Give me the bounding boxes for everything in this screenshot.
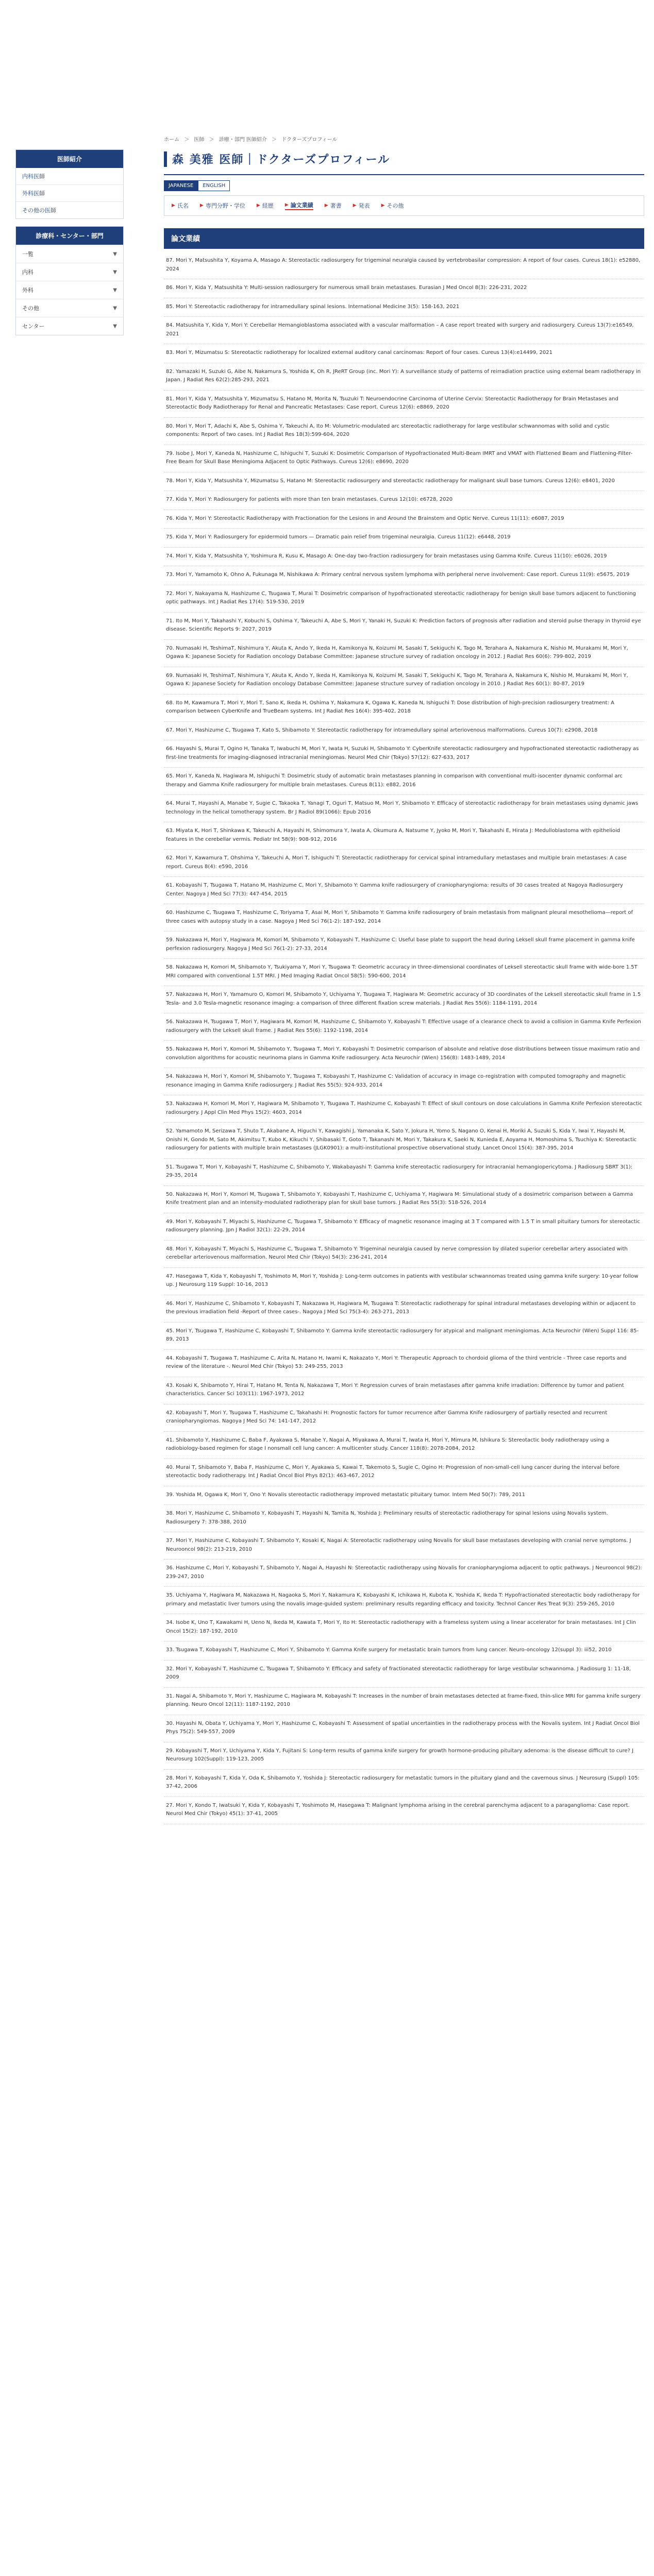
publication-item: 66. Hayashi S, Murai T, Ogino H, Tanaka T, Iwabuchi M, Mori Y, Iwata H, Suzuki H, Shibamoto Y: CyberKnife stereotactic radiosurgery and hypofractionated stereotactic radiotherapy as first-line treatments for imaging-diagnosed intracranial meningiomas. Neurol Med Chir (Tokyo) 57(12): 627-633, 2017 [164,743,644,768]
publication-item: 73. Mori Y, Yamamoto K, Ohno A, Fukunaga M, Nishikawa A: Primary central nervous system lymphoma with peripheral nerve involvement: Case report. Cureus 11(9): e5675, 2019 [164,569,644,585]
publication-item: 42. Kobayashi T, Mori Y, Tsugawa T, Hashizume C, Takahashi H: Prognostic factors for tumor recurrence after Gamma Knife radiosurgery of partially resected and recurrent craniopharyngiomas. Nagoya J Med Sci 74: 141-147, 2012 [164,1408,644,1432]
publication-item: 84. Matsushita Y, Kida Y, Mori Y: Cerebellar Hemangioblastoma associated with a vascular malformation – A case report treated with surgery and radiosurgery. Cureus 13(7):e16549, 2021 [164,320,644,344]
tab-label: その他 [387,202,404,209]
publication-item: 75. Kida Y, Mori Y: Radiosurgery for epidermoid tumors — Dramatic pain relief from trigeminal neuralgia. Cureus 11(12): e6448, 2019 [164,532,644,548]
tab-name[interactable] [172,201,189,210]
publication-item: 28. Mori Y, Kobayashi T, Kida Y, Oda K, Shibamoto Y, Yoshida J: Stereotactic radiosurgery for metastatic tumors in the pituitary gland and the cavernous sinus. J Neurosurg (Suppl) 105: 37-42, 2006 [164,1773,644,1797]
tab-label: 著書 [330,202,342,209]
sidebar-select-internal[interactable] [16,263,123,281]
publication-item: 85. Mori Y: Stereotactic radiotherapy for intramedullary spinal lesions. International Medicine 3(5): 158-163, 2021 [164,301,644,317]
tab-books[interactable] [325,201,342,210]
select-label: 一覧 [22,251,33,258]
sidebar-heading: 医師紹介 [16,150,123,168]
page-title: 森 美雅 医師｜ドクターズプロフィール [172,153,391,166]
sidebar-doctor-block [15,149,124,219]
publication-item: 74. Mori Y, Kida Y, Matsushita Y, Yoshimura R, Kusu K, Masago A: One-day two-fraction radiosurgery for brain metastases using Gamma Knife. Cureus 11(10): e6026, 2019 [164,551,644,567]
breadcrumb-doctor[interactable]: 医師 [194,137,205,143]
publication-item: 35. Uchiyama Y, Hagiwara M, Nakazawa H, Nagaoka S, Mori Y, Nakamura K, Kobayashi K, Ichikawa H, Kubota K, Yoshida K, Ikeda T: Hypofractionated stereotactic body radiotherapy for primary and metastatic liver tumors using the novalis image-guided system: preliminary results regarding efficacy and toxicity. Technol Cancer Res Treat 9(3): 259-265, 2010 [164,1590,644,1614]
publication-item: 56. Nakazawa H, Tsugawa T, Mori Y, Hagiwara M, Komori M, Hashizume C, Shibamoto Y, Kobayashi T: Effective usage of a clearance check to avoid a collision in Gamma Knife Perfexion radiosurgery with the Leksell skull frame. J Radiat Res 55(6): 1192-1198, 2014 [164,1016,644,1041]
arrow-right-icon: ▶ [381,203,385,208]
sidebar-item-surgery[interactable]: 外科医師 [16,184,123,201]
publication-item: 62. Mori Y, Kawamura T, Ohshima Y, Takeuchi A, Mori T, Ishiguchi T: Stereotactic radiotherapy for cervical spinal intramedullary metastases and multiple brain metastases: A case report. Cureus 8(4): e590, 2016 [164,853,644,877]
publication-item: 79. Isobe J, Mori Y, Kaneda N, Hashizume C, Ishiguchi T, Suzuki K: Dosimetric Comparison of Hypofractionated Multi-Beam IMRT and VMAT with Flattened Beam and Flattening-Filter-Free Beam for Skull Base Meningioma Adjacent to Optic Pathways. Cureus 12(6): e8690, 2020 [164,448,644,472]
publication-list [164,255,644,1824]
breadcrumb-separator: ＞ [272,137,277,143]
publication-item: 48. Mori Y, Kobayashi T, Miyachi S, Hashizume C, Tsugawa T, Shibamoto Y: Trigeminal neuralgia caused by nerve compression by dilated superior cerebellar artery associated with cerebellar arteriovenous malformation. Neurol Med Chir (Tokyo) 54(3): 236-241, 2014 [164,1244,644,1268]
breadcrumb-separator: ＞ [184,137,190,143]
tab-label: 論文業績 [290,202,313,209]
publication-item: 65. Mori Y, Kaneda N, Hagiwara M, Ishiguchi T: Dosimetric study of automatic brain metastases planning in comparison with conventional multi-isocenter dynamic conformal arc therapy and Gamma Knife radiosurgery for multiple brain metastases. Cureus 8(11): e882, 2016 [164,771,644,795]
chevron-down-icon: ▼ [113,323,117,329]
publication-item: 77. Kida Y, Mori Y: Radiosurgery for patients with more than ten brain metastases. Cureus 12(10): e6728, 2020 [164,494,644,510]
tab-specialty[interactable] [200,201,245,210]
publication-item: 72. Mori Y, Nakayama N, Hashizume C, Tsugawa T, Murai T: Dosimetric comparison of hypofractionated stereotactic radiotherapy for benign skull base tumors adjacent to functioning optic pathways. Int J Radiat Res 17(4): 519-530, 2019 [164,588,644,613]
profile-tabs [164,195,644,216]
select-label: センター [22,323,45,330]
publication-item: 86. Mori Y, Kida Y, Matsushita Y: Multi-session radiosurgery for numerous small brain metastases. Eurasian J Med Oncol 8(3): 226-231, 2022 [164,282,644,298]
sidebar-heading: 診療科・センター・部門 [16,227,123,245]
publication-item: 61. Kobayashi T, Tsugawa T, Hatano M, Hashizume C, Mori Y, Shibamoto Y: Gamma knife radiosurgery of craniopharyngioma: results of 30 cases treated at Nagoya Radiosurgery Center. Nagoya J Med Sci 77(3): 447-454, 2015 [164,880,644,904]
publication-item: 59. Nakazawa H, Mori Y, Hagiwara M, Komori M, Shibamoto Y, Kobayashi T, Hashizume C: Useful base plate to support the head during Leksell skull frame placement in gamma knife perfexion radiosurgery. Nagoya J Med Sci 76(1-2): 27-33, 2014 [164,935,644,959]
publication-item: 82. Yamazaki H, Suzuki G, Aibe N, Nakamura S, Yoshida K, Oh R, JReRT Group (inc. Mori Y): A surveillance study of patterns of reirradiation practice using external beam radiotherapy in Japan. J Radiat Res 62(2):285-293, 2021 [164,366,644,391]
arrow-right-icon: ▶ [256,203,260,208]
publication-item: 58. Nakazawa H, Komori M, Shibamoto Y, Tsukiyama Y, Mori Y, Tsugawa T: Geometric accuracy in three-dimensional coordinates of Leksell stereotactic skull frame with wide-bore 1.5T MRI compared with conventional 1.5T MRI. J Med Imaging Radiat Oncol 58(5): 590-600, 2014 [164,962,644,986]
sidebar-select-other[interactable] [16,299,123,317]
breadcrumb-dept[interactable]: 診療・部門 医師紹介 [219,137,267,143]
publication-item: 76. Kida Y, Mori Y: Stereotactic Radiotherapy with Fractionation for the Lesions in and Around the Brainstem and Optic Nerve. Cureus 11(11): e6087, 2019 [164,513,644,529]
sidebar-item-internal[interactable]: 内科医師 [22,173,45,180]
language-switch [164,180,644,191]
publication-item: 43. Kosaki K, Shibamoto Y, Hirai T, Hatano M, Tenta N, Nakazawa T, Mori Y: Regression curves of brain metastases after gamma knife irradiation: Difference by tumor and patient characteristics. Cancer Sci 103(11): 1967-1973, 2012 [164,1380,644,1404]
publication-item: 71. Ito M, Mori Y, Takahashi Y, Kobuchi S, Oshima Y, Takeuchi A, Abe S, Mori Y, Yanaki H, Suzuki K: Prediction factors of prognosis after radiation and steroid pulse therapy in thyroid eye disease. Scientific Reports 9: 2027, 2019 [164,616,644,640]
publication-item: 29. Kobayashi T, Mori Y, Uchiyama Y, Kida Y, Fujitani S: Long-term results of gamma knife surgery for growth hormone-producing pituitary adenoma: is the disease difficult to cure? J Neurosurg 102(Suppl): 119-123, 2005 [164,1745,644,1770]
chevron-down-icon: ▼ [113,305,117,311]
section-heading-papers: 論文業績 [164,228,644,249]
publication-item: 69. Numasaki H, TeshimaT, Nishimura Y, Akuta K, Ando Y, Ikeda H, Kamikonya N, Koizumi M, Sasaki T, Sekiguchi K, Tago M, Terahara A, Nakamura K, Nishio M, Murakami M, Mori Y, Ogawa K: Japanese Society for Radiation oncology Database Committee: Japanese structure survey of radiation oncology in 2010. J Radiat Res 60(1): 80-87, 2019 [164,670,644,694]
publication-item: 68. Ito M, Kawamura T, Mori Y, Mori T, Sano K, Ikeda H, Oshima Y, Nakamura K, Ogawa K, Kaneda N, Ishiguchi T: Dose distribution of high-precision radiosurgery treatment: A comparison between CyberKnife and TrueBeam systems. Int J Radiat Res 16(4): 395-402, 2018 [164,698,644,722]
breadcrumb-home[interactable]: ホーム [164,137,179,143]
tab-other[interactable] [381,201,404,210]
tab-label: 経歴 [262,202,274,209]
publication-item: 41. Shibamoto Y, Hashizume C, Baba F, Ayakawa S, Manabe Y, Nagai A, Miyakawa A, Murai T, Iwata H, Mori Y, Mimura M, Ishikura S: Stereotactic body radiotherapy using a radiobiology-based regimen for stage I nonsmall cell lung cancer: A multicenter study. Cancer 118(8): 2078-2084, 2012 [164,1435,644,1459]
publication-item: 38. Mori Y, Hashizume C, Shibamoto Y, Kobayashi T, Hayashi N, Tamita N, Yoshida J: Preliminary results of stereotactic radiotherapy for spinal lesions using Novalis system. Radiosurgery 7: 378-388, 2010 [164,1508,644,1532]
title-divider [164,174,644,175]
publication-item: 40. Murai T, Shibamoto Y, Baba F, Hashizume C, Mori Y, Ayakawa S, Kawai T, Takemoto S, Sugie C, Ogino H: Progression of non-small-cell lung cancer during the interval before stereotactic body radiotherapy. Int J Radiat Oncol Biol Phys 82(1): 463-467, 2012 [164,1462,644,1486]
publication-item: 52. Yamamoto M, Serizawa T, Shuto T, Akabane A, Higuchi Y, Kawagishi J, Yamanaka K, Sato Y, Jokura H, Yomo S, Nagano O, Kenai H, Moriki A, Suzuki S, Kida Y, Iwai Y, Hayashi M, Onishi H, Gondo M, Sato M, Akimitsu T, Kubo K, Kikuchi Y, Shibasaki T, Goto T, Takanashi M, Mori Y, Takakura K, Saeki N, Kunieda E, Aoyama H, Momoshima S, Tsuchiya K: Stereotactic radiosurgery for patients with multiple brain metastases (JLGK0901): a multi-institutional prospective observational study. Lancet Oncol 15(4): 387-395, 2014 [164,1126,644,1159]
lang-japanese-button[interactable]: JAPANESE [164,180,198,191]
select-label: 外科 [22,287,33,294]
publication-item: 50. Nakazawa H, Mori Y, Komori M, Tsugawa T, Shibamoto Y, Kobayashi T, Hashizume C, Uchiyama Y, Hagiwara M: Simulational study of a dosimetric comparison between a Gamma Knife treatment plan and an intensity-modulated radiotherapy plan for skull base tumors. J Radiat Res 55(3): 518-526, 2014 [164,1189,644,1213]
select-label: その他 [22,305,39,312]
sidebar [15,149,124,343]
publication-item: 30. Hayashi N, Obata Y, Uchiyama Y, Mori Y, Hashizume C, Kobayashi T: Assessment of spatial uncertainties in the radiotherapy process with the Novalis system. Int J Radiat Oncol Biol Phys 75(2): 549-557, 2009 [164,1718,644,1742]
publication-item: 44. Kobayashi T, Tsugawa T, Hashizume C, Arita N, Hatano H, Iwami K, Nakazato Y, Mori Y: Therapeutic Approach to chordoid glioma of the third ventricle - Three case reports and review of the literature -. Neurol Med Chir (Tokyo) 53: 249-255, 2013 [164,1353,644,1377]
publication-item: 83. Mori Y, Mizumatsu S: Stereotactic radiotherapy for localized external auditory canal carcinomas: Report of four cases. Cureus 13(4):e14499, 2021 [164,347,644,363]
publication-item: 34. Isobe K, Uno T, Kawakami H, Ueno N, Ikeda M, Kawata T, Mori Y, Ito H: Stereotactic radiotherapy with a frameless system using a linear accelerator for brain metastases. Int J Clin Oncol 15(2): 187-192, 2010 [164,1617,644,1641]
publication-item: 46. Mori Y, Hashizume C, Shibamoto Y, Kobayashi T, Nakazawa H, Hagiwara M, Tsugawa T: Stereotactic radiotherapy for spinal intradural metastases developing within or adjacent to the previous irradiation field -Report of three cases-. Nagoya J Med Sci 75(3-4): 263-271, 2013 [164,1298,644,1323]
main-content [164,135,644,1827]
publication-item: 53. Nakazawa H, Komori M, Mori Y, Hagiwara M, Shibamoto Y, Tsugawa T, Hashizume C, Kobayashi T: Effect of skull contours on dose calculations in Gamma Knife Perfexion stereotactic radiosurgery. J Appl Clin Med Phys 15(2): 4603, 2014 [164,1098,644,1123]
publication-item: 45. Mori Y, Tsugawa T, Hashizume C, Kobayashi T, Shibamoto Y: Gamma knife stereotactic radiosurgery for atypical and malignant meningiomas. Acta Neurochir (Wien) Suppl 116: 85-89, 2013 [164,1326,644,1350]
tab-presentations[interactable] [353,201,370,210]
publication-item: 70. Numasaki H, TeshimaT, Nishimura Y, Akuta K, Ando Y, Ikeda H, Kamikonya N, Koizumi M, Sasaki T, Sekiguchi K, Tago M, Terahara A, Nakamura K, Nishio M, Murakami M, Mori Y, Ogawa K: Japanese Society for Radiation oncology Database Committee: Japanese structure survey of radiation oncology in 2012. J Radiat Res 60(6): 799-802, 2019 [164,643,644,667]
publication-item: 55. Nakazawa H, Mori Y, Komori M, Shibamoto Y, Tsugawa T, Mori Y, Kobayashi T: Dosimetric comparison of absolute and relative dose distributions between tissue maximum ratio and convolution algorithms for acoustic neurinoma plans in Gamma Knife radiosurgery. Acta Neurochir (Wien) 156(8): 1483-1489, 2014 [164,1044,644,1068]
arrow-right-icon: ▶ [284,202,289,208]
breadcrumb-current: ドクターズプロフィール [281,137,338,143]
publication-item: 47. Hasegawa T, Kida Y, Kobayashi T, Yoshimoto M, Mori Y, Yoshida J: Long-term outcomes in patients with vestibular schwannomas treated using gamma knife surgery: 10-year follow up. J Neurosurg 119 Suppl: 10-16, 2013 [164,1271,644,1295]
page-title-wrap [164,151,644,167]
arrow-right-icon: ▶ [172,203,175,208]
tab-papers[interactable] [285,201,313,210]
publication-item: 37. Mori Y, Hashizume C, Kobayashi T, Shibamoto Y, Kosaki K, Nagai A: Stereotactic radiotherapy using Novalis for skull base metastases developing with cranial nerve symptoms. J Neurooncol 98(2): 213-219, 2010 [164,1535,644,1560]
publication-item: 81. Mori Y, Kida Y, Matsushita Y, Mizumatsu S, Hatano M, Morita N, Tsuzuki T: Neuroendocrine Carcinoma of Uterine Cervix: Stereotactic Radiotherapy for Brain Metastases and Stereotactic Body Radiotherapy for Renal and Pancreatic Metastases: Case report. Cureus 12(6): e8869, 2020 [164,394,644,418]
arrow-right-icon: ▶ [199,203,204,208]
publication-item: 54. Nakazawa H, Mori Y, Komori M, Shibamoto Y, Tsugawa T, Kobayashi T, Hashizume C: Validation of accuracy in image co-registration with computed tomography and magnetic resonance imaging in Gamma Knife radiosurgery. J Radiat Res 55(5): 924-933, 2014 [164,1071,644,1095]
select-label: 内科 [22,269,33,276]
tab-label: 氏名 [177,202,189,209]
chevron-down-icon: ▼ [113,251,117,257]
publication-item: 60. Hashizume C, Tsugawa T, Hashizume C, Toriyama T, Asai M, Mori Y, Shibamoto Y: Gamma knife radiosurgery of brain metastasis from malignant pleural mesothelioma—report of three cases with autopsy study in a case. Nagoya J Med Sci 76(1-2): 187-192, 2014 [164,907,644,931]
chevron-down-icon: ▼ [113,269,117,275]
chevron-down-icon: ▼ [113,287,117,293]
breadcrumb [164,135,644,143]
publication-item: 31. Nagai A, Shibamoto Y, Mori Y, Hashizume C, Hagiwara M, Kobayashi T: Increases in the number of brain metastases detected at frame-fixed, thin-slice MRI for gamma knife surgery planning. Neuro Oncol 12(11): 1187-1192, 2010 [164,1691,644,1715]
publication-item: 57. Nakazawa H, Mori Y, Yamamuro O, Komori M, Shibamoto Y, Uchiyama Y, Tsugawa T, Hagiwara M: Geometric accuracy of 3D coordinates of the Leksell stereotactic skull frame in 1.5 Tesla- and 3.0 Tesla-magnetic resonance imaging: a comparison of three different fixation screw materials. J Radiat Res 55(6): 1184-1191, 2014 [164,989,644,1013]
tab-label: 専門分野・学位 [205,202,245,209]
publication-item: 39. Yoshida M, Ogawa K, Mori Y, Ono Y: Novalis stereotactic radiotherapy improved metastatic pituitary tumor. Intern Med 50(7): 789, 2011 [164,1489,644,1505]
publication-item: 27. Mori Y, Kondo T, Iwatsuki Y, Kida Y, Kobayashi T, Yoshimoto M, Hasegawa T: Malignant lymphoma arising in the cerebral parenchyma adjacent to a paraganglioma: Case report. Neurol Med Chir (Tokyo) 45(1): 37-41, 2005 [164,1800,644,1824]
publication-item: 32. Mori Y, Kobayashi T, Hashizume C, Tsugawa T, Shibamoto Y: Efficacy and safety of fractionated stereotactic radiotherapy for large vestibular schwannoma. J Radiosurg 1: 11-18, 2009 [164,1664,644,1688]
publication-item: 78. Mori Y, Kida Y, Matsushita Y, Mizumatsu S, Hatano M: Stereotactic radiosurgery and stereotactic radiotherapy for malignant skull base tumors. Cureus 12(6): e8401, 2020 [164,476,644,492]
sidebar-dept-block [15,226,124,335]
publication-item: 80. Mori Y, Mori T, Adachi K, Abe S, Oshima Y, Takeuchi A, Ito M: Volumetric-modulated arc stereotactic radiotherapy for large vestibular schwannomas with solid and cystic components: Report of two cases. Int J Radiat Res 18(3):599-604, 2020 [164,421,644,445]
title-accent-bar [164,151,167,167]
sidebar-select-center[interactable] [16,317,123,335]
sidebar-item-other[interactable]: その他の医師 [16,201,123,218]
breadcrumb-separator: ＞ [209,137,214,143]
publication-item: 33. Tsugawa T, Kobayashi T, Hashizume C, Mori Y, Shibamoto Y: Gamma Knife surgery for metastatic brain tumors from lung cancer. Neuro-oncology 12(suppl 3): iii52, 2010 [164,1645,644,1660]
publication-item: 51. Tsugawa T, Mori Y, Kobayashi T, Hashizume C, Shibamoto Y, Wakabayashi T: Gamma knife stereotactic radiosurgery for intracranial hemangiopericytoma. J Radiosurg SBRT 3(1): 29-35, 2014 [164,1162,644,1186]
tab-label: 発表 [358,202,370,209]
lang-english-button[interactable]: ENGLISH [198,180,230,191]
sidebar-select-list[interactable] [16,245,123,263]
arrow-right-icon: ▶ [324,203,328,208]
sidebar-select-surgery[interactable] [16,281,123,299]
publication-item: 67. Mori Y, Hashizume C, Tsugawa T, Kato S, Shibamoto Y: Stereotactic radiotherapy for intramedullary spinal arteriovenous malformations. Cureus 10(7): e2908, 2018 [164,725,644,741]
publication-item: 64. Murai T, Hayashi A, Manabe Y, Sugie C, Takaoka T, Yanagi T, Oguri T, Matsuo M, Mori Y, Shibamoto Y: Efficacy of stereotactic radiotherapy for brain metastases using dynamic jaws technology in the helical tomotherapy system. Br J Radiol 89(1066): Epub 2016 [164,798,644,822]
publication-item: 36. Hashizume C, Mori Y, Kobayashi T, Shibamoto Y, Nagai A, Hayashi N: Stereotactic radiotherapy using Novalis for craniopharyngioma adjacent to optic pathways. J Neurooncol 98(2): 239-247, 2010 [164,1563,644,1587]
publication-item: 49. Mori Y, Kobayashi T, Miyachi S, Hashizume C, Tsugawa T, Shibamoto Y: Efficacy of magnetic resonance imaging at 3 T compared with 1.5 T in small pituitary tumors for stereotactic radiosurgery planning. Jpn J Radiol 32(1): 22-29, 2014 [164,1216,644,1241]
arrow-right-icon: ▶ [353,203,357,208]
publication-item: 63. Miyata K, Hori T, Shinkawa K, Takeuchi A, Hayashi H, Shimomura Y, Iwata A, Okumura A, Natsume Y, Jyoko M, Mori Y, Takahashi E, Hirata J: Medulloblastoma with epithelioid features in the cerebellar vermis. Pediatr Int 58(9): 908-912, 2016 [164,825,644,850]
publication-item: 87. Mori Y, Matsushita Y, Koyama A, Masago A: Stereotactic radiosurgery for trigeminal neuralgia caused by vertebrobasilar compression: A report of four cases. Cureus 18(1): e52880, 2024 [164,255,644,279]
tab-career[interactable] [257,201,274,210]
